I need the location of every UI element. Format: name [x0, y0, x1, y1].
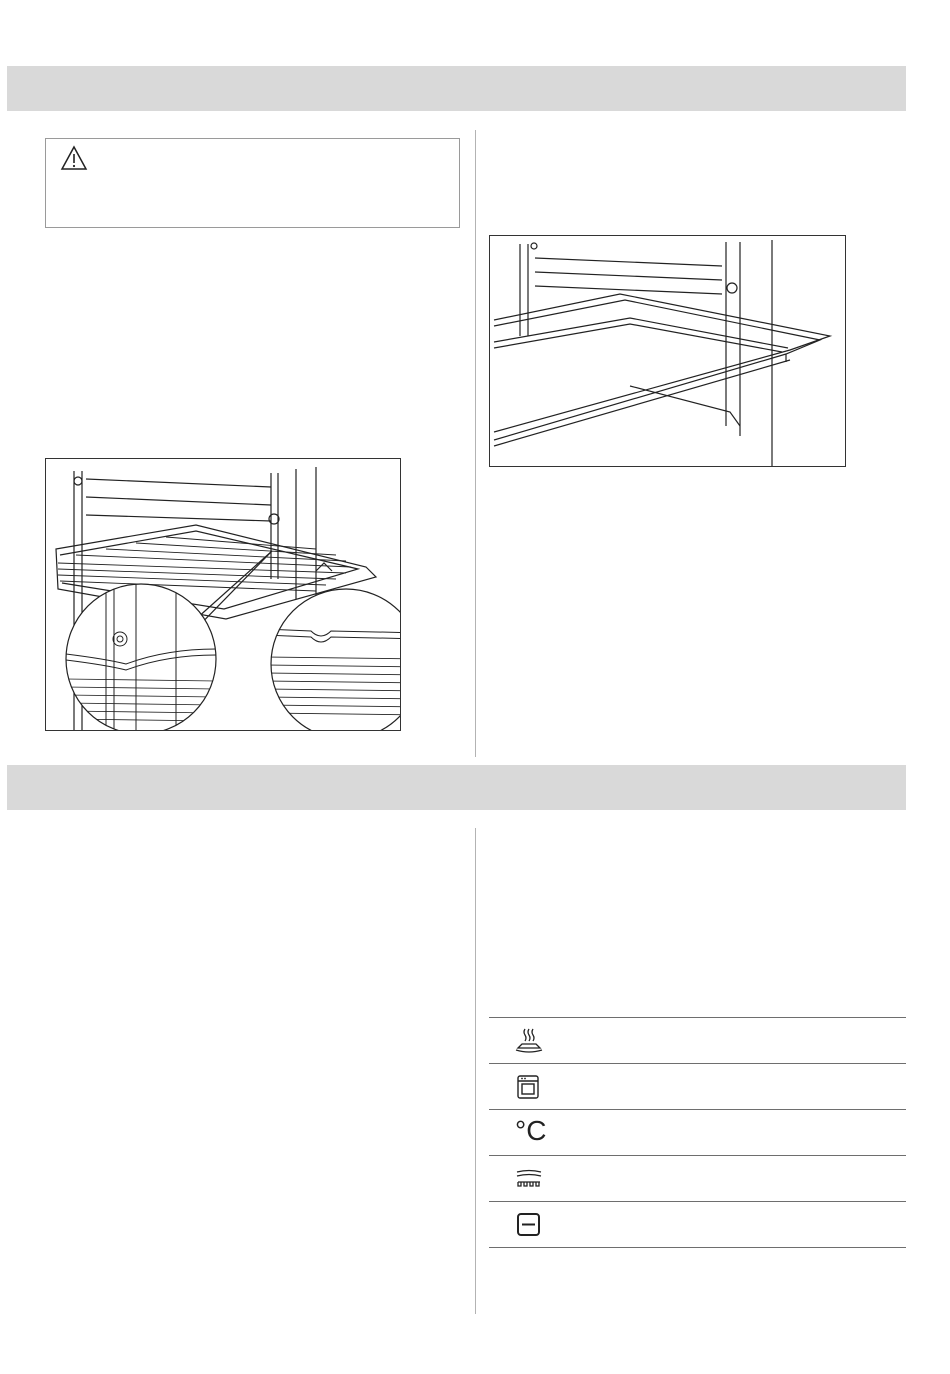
symbol-row [489, 1017, 906, 1063]
temperature-icon: °C [515, 1115, 547, 1146]
column-divider-top [475, 130, 476, 757]
heat-setting-icon [514, 1026, 544, 1056]
warning-box [45, 138, 460, 228]
symbol-row [489, 1063, 906, 1109]
symbol-row [489, 1155, 906, 1201]
baking-tray-illustration [489, 235, 846, 467]
shelf-rack-illustration [45, 458, 401, 731]
symbol-row [489, 1201, 906, 1248]
column-divider-bottom [475, 828, 476, 1314]
warning-triangle-icon [60, 145, 88, 176]
section-header-band-2 [7, 765, 906, 810]
heating-element-icon [514, 1164, 544, 1194]
symbol-row [489, 1109, 906, 1155]
oven-icon [514, 1072, 544, 1102]
section-header-band-1 [7, 66, 906, 111]
minus-box-icon [514, 1210, 544, 1240]
symbols-table [489, 1017, 906, 1248]
